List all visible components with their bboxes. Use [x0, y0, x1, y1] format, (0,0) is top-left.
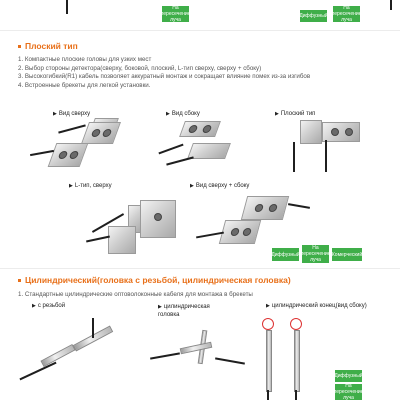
- sensor-body-2: [140, 200, 176, 238]
- cable: [30, 150, 54, 156]
- cable: [86, 236, 110, 243]
- label-top-view-text: Вид сверху: [58, 111, 91, 117]
- cable: [288, 203, 310, 209]
- cable-top-right: [390, 0, 392, 10]
- triangle-right-icon: ▶: [53, 111, 57, 117]
- hole-icon: [58, 151, 69, 159]
- cable: [58, 124, 86, 133]
- hole-icon: [230, 228, 240, 236]
- label-side-view: [166, 111, 200, 117]
- cable: [92, 318, 94, 338]
- zoom-circle-icon: [262, 318, 274, 330]
- cable: [215, 357, 245, 364]
- cyl-rod: [266, 330, 272, 392]
- hole-icon: [202, 125, 213, 133]
- sensor-body: [179, 121, 221, 137]
- label-threaded: [32, 303, 65, 309]
- cable: [293, 142, 295, 172]
- list-item: 1. Стандартные цилиндрические оптоволоконные кабеля для монтажа в брекеты: [18, 291, 253, 298]
- cable: [295, 390, 297, 400]
- cable: [325, 140, 327, 172]
- hole-icon: [91, 129, 102, 137]
- label-side-view-text: Вид сбоку: [171, 111, 200, 117]
- sensor-body-2: [219, 220, 261, 244]
- sensor-body: [241, 196, 289, 220]
- label-cylindrical-end: [266, 303, 367, 309]
- hole-icon: [345, 128, 353, 136]
- label-top-view: [53, 111, 90, 117]
- label-cylindrical-head-text: цилиндрическая головка: [158, 304, 210, 318]
- triangle-right-icon: ▶: [266, 303, 270, 309]
- sensor-body-3: [108, 226, 136, 254]
- cable: [158, 144, 183, 155]
- triangle-right-icon: ▶: [158, 304, 162, 310]
- hole-icon: [331, 128, 339, 136]
- sensor-body: [48, 143, 89, 167]
- cable: [166, 156, 194, 165]
- list-item: 2. Выбор стороны детектора(сверху, боковой, плоский, L-тип сверху, сверху + сбоку): [18, 64, 262, 72]
- hole-icon: [69, 151, 80, 159]
- cyl-rod-2: [294, 330, 300, 392]
- label-flat-type-text: Плоский тип: [280, 111, 316, 117]
- hole-icon: [102, 129, 113, 137]
- hole-icon: [242, 228, 252, 236]
- badge-cross-beam-cyl: На пересечение луча: [333, 383, 364, 401]
- label-l-type-top: [69, 183, 112, 189]
- flat-features-list: [18, 56, 310, 90]
- cable-top-left: [66, 0, 68, 14]
- section-title-flat-text: Плоский тип: [25, 41, 78, 51]
- label-flat-type: [275, 111, 315, 117]
- triangle-right-icon: ▶: [32, 303, 36, 309]
- zoom-circle-icon: [290, 318, 302, 330]
- divider-2: [0, 268, 400, 269]
- sensor-body-2: [322, 122, 360, 142]
- list-item: 3. Высокогибкий(R1) кабель позволяет аккуратный монтаж и сокращает влияние помех из-за изгибов: [18, 73, 311, 81]
- label-cylindrical-head: [158, 303, 228, 319]
- hole-icon: [268, 204, 278, 212]
- hole-icon: [154, 213, 162, 221]
- hole-icon: [254, 204, 264, 212]
- divider-1: [0, 30, 400, 31]
- badge-cross-beam-top: На пересечение луча: [160, 5, 191, 23]
- cable: [150, 352, 180, 359]
- label-cylindrical-end-text: цилиндрический конец(вид сбоку): [271, 303, 367, 309]
- triangle-right-icon: ▶: [69, 183, 73, 189]
- triangle-right-icon: ▶: [190, 183, 194, 189]
- triangle-right-icon: ▶: [275, 111, 279, 117]
- badge-commercial: Комерческий: [332, 248, 362, 261]
- cyl-features-list: [18, 291, 253, 300]
- cable: [19, 362, 56, 381]
- label-top-side-view-text: Вид сверху + сбоку: [195, 183, 250, 189]
- threaded-head-2: [40, 344, 75, 367]
- cable: [267, 390, 269, 400]
- bullet-icon: [18, 279, 21, 282]
- hole-icon: [188, 125, 199, 133]
- list-item: 4. Встроенные брекеты для легкой установки.: [18, 81, 151, 89]
- label-threaded-text: с резьбой: [37, 303, 66, 309]
- badge-diffuse-top: Диффузный: [300, 10, 327, 22]
- badge-diffuse: Диффузный: [272, 248, 299, 261]
- sensor-body-2: [187, 143, 231, 159]
- section-title-cylindrical-text: Цилиндрический(головка с резьбой, цилиндрическая головка): [25, 275, 291, 285]
- sensor-body: [300, 120, 322, 144]
- badge-cross-beam: На пересечение луча: [300, 245, 331, 263]
- label-l-type-top-text: L-тип, сверху: [74, 183, 112, 189]
- sensor-body-2: [81, 122, 121, 144]
- triangle-right-icon: ▶: [166, 111, 170, 117]
- list-item: 1. Компактные плоские головы для узких мест: [18, 56, 152, 63]
- label-top-side-view: [190, 183, 249, 189]
- badge-cross-beam-top-2: На пересечение луча: [331, 5, 362, 23]
- section-title-flat: [18, 41, 78, 51]
- section-title-cylindrical: [18, 275, 291, 285]
- badge-diffuse-cyl: Диффузный: [335, 370, 362, 382]
- cyl-head-2: [180, 342, 213, 355]
- bullet-icon: [18, 45, 21, 48]
